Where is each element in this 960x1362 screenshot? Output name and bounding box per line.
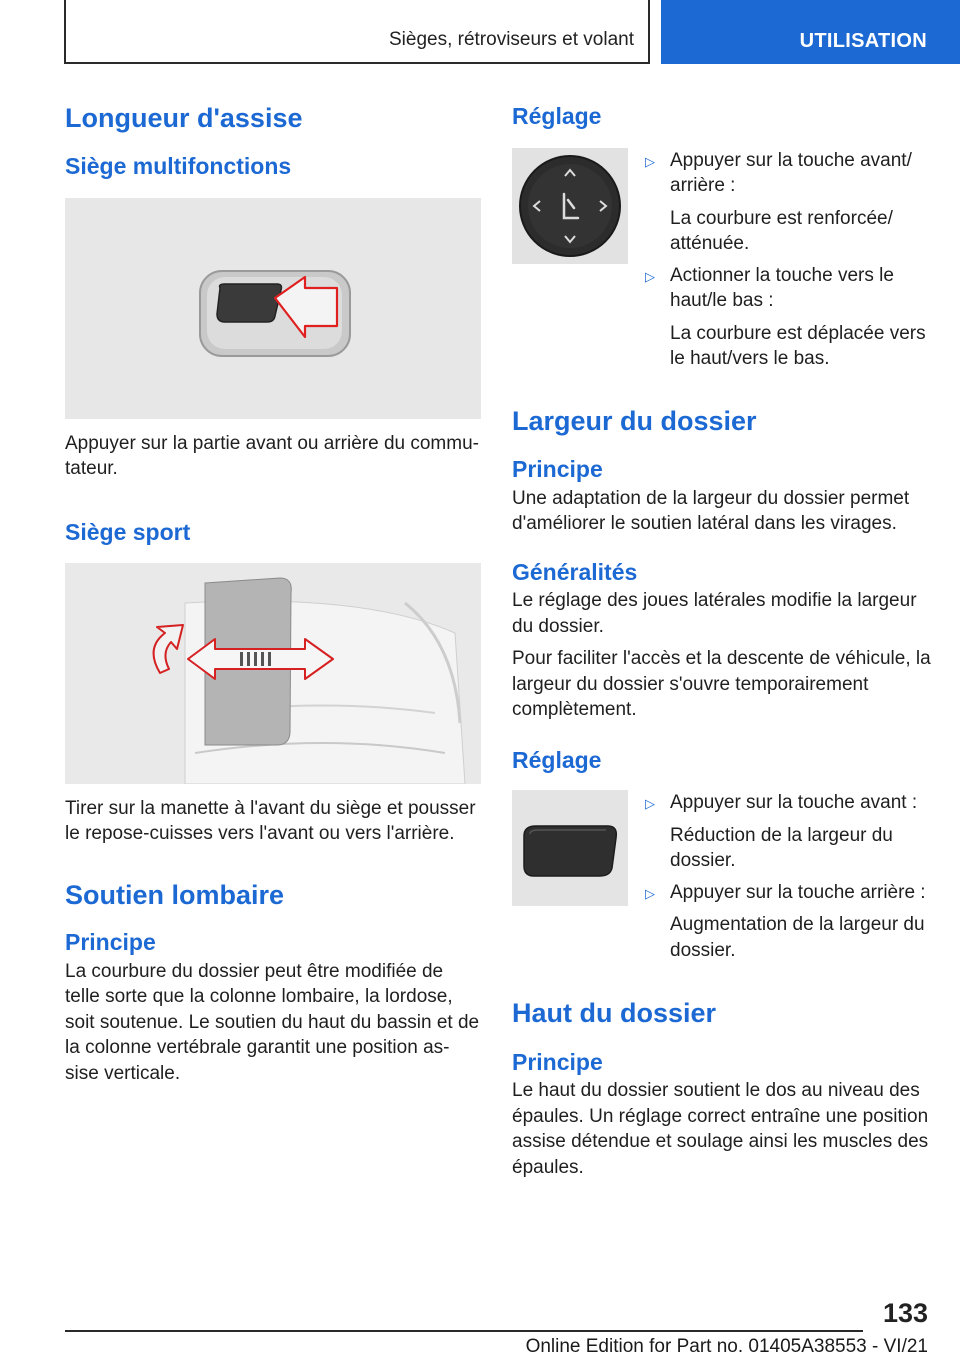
lumbar-controller-image [512, 148, 628, 264]
step-action: Appuyer sur la touche avant/ arrière : [670, 149, 912, 197]
step-item [640, 148, 932, 257]
step-result: Réduction de la largeur du dossier. [670, 824, 893, 872]
sport-seat-illustration [65, 563, 481, 784]
heading-general: Généralités [512, 558, 638, 585]
triangle-bullet-icon: ▷ [645, 885, 655, 901]
width-principle-text: Une adaptation de la largeur du dossier permet d'améliorer le soutien latéral dans les virages. [512, 487, 910, 535]
step-action: Appuyer sur la touche arrière : [670, 881, 926, 903]
triangle-bullet-icon: ▷ [645, 268, 655, 284]
heading-principle-width: Principe [512, 455, 603, 482]
footer-edition: Online Edition for Part no. 01405A38553 - VI/21 [525, 1336, 928, 1357]
page-number: 133 [882, 1298, 928, 1328]
heading-adjustment-lumbar: Réglage [512, 103, 602, 129]
step-result: La courbure est déplacée vers le haut/vers le bas. [670, 322, 926, 370]
multifunction-instruction: Appuyer sur la partie avant ou arrière du commu-tateur. [65, 432, 479, 480]
header-section-title-box [64, 0, 650, 64]
heading-seat-length: Longueur d'assise [65, 103, 303, 133]
top-principle-text: Le haut du dossier soutient le dos au niveau des épaules. Un réglage correct entraîne une position assise détendue et soulage ainsi les muscles des épaules. [512, 1080, 929, 1178]
general-text-2: Pour faciliter l'accès et la descente de véhicule, la largeur du dossier s'ouvre temporairement complètement. [512, 648, 931, 721]
heading-principle-lumbar: Principe [65, 928, 156, 955]
step-result: Augmentation de la largeur du dossier. [670, 914, 925, 961]
header-chapter-tab[interactable] [661, 0, 960, 64]
right-column [512, 96, 932, 1180]
heading-backrest-top: Haut du dossier [512, 998, 717, 1029]
heading-lumbar-support: Soutien lombaire [65, 879, 285, 910]
step-action: Actionner la touche vers le haut/le bas : [670, 264, 894, 312]
heading-backrest-width: Largeur du dossier [512, 405, 757, 436]
step-item [640, 790, 932, 874]
step-list-lumbar [640, 148, 932, 372]
step-item [640, 880, 932, 964]
step-list-width [640, 790, 932, 963]
heading-multifunction-seat: Siège multifonctions [65, 153, 292, 180]
step-item [640, 263, 932, 372]
heading-sport-seat: Siège sport [65, 518, 191, 545]
section-title: Sièges, rétroviseurs et volant [388, 29, 634, 50]
step-result: La courbure est renforcée/ atténuée. [670, 207, 893, 255]
footer-divider [65, 1330, 863, 1332]
left-column [65, 96, 481, 1086]
width-adjustment-steps [512, 790, 932, 963]
heading-principle-top: Principe [512, 1048, 603, 1075]
triangle-bullet-icon: ▷ [645, 796, 655, 812]
chapter-label: UTILISATION [799, 30, 927, 52]
triangle-bullet-icon: ▷ [645, 153, 655, 169]
width-button-image [512, 790, 628, 906]
sport-seat-instruction: Tirer sur la manette à l'avant du siège et pousser le repose-cuisses vers l'avant ou vers l'arrière. [65, 797, 476, 845]
lumbar-principle-text: La courbure du dossier peut être modifiée de telle sorte que la colonne lombaire, la lordose, soit soutenue. Le soutien du haut du bassin et de la colonne vertébrale garantit une position as-sise verticale. [65, 960, 480, 1084]
step-action: Appuyer sur la touche avant : [670, 792, 918, 814]
general-text-1: Le réglage des joues latérales modifie la largeur du dossier. [512, 590, 917, 637]
lumbar-adjustment-steps [512, 148, 932, 372]
multifunction-switch-illustration [65, 198, 481, 419]
heading-adjustment-width: Réglage [512, 746, 602, 773]
